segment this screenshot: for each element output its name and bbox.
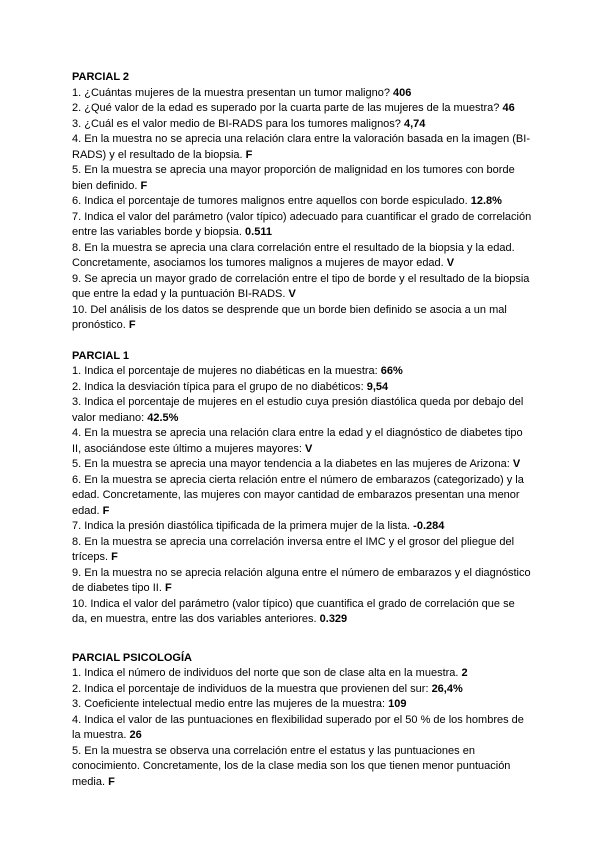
question-item: [72, 519, 532, 535]
question-text: 1. Indica el porcentaje de mujeres no diabéticas en la muestra:: [72, 365, 381, 377]
question-answer: 26,4%: [431, 682, 463, 695]
question-answer: 0.329: [319, 613, 348, 625]
question-item: [72, 163, 532, 194]
question-item: [72, 101, 532, 117]
question-answer: F: [111, 551, 118, 563]
question-item: [72, 132, 532, 163]
question-answer: F: [140, 179, 148, 192]
question-answer: 109: [388, 698, 407, 710]
question-text: 7. Indica el valor del parámetro (valor típico) adecuado para cuantificar el grado de correlación entre las variables borde y biopsia.: [72, 210, 532, 238]
question-text: 4. En la muestra no se aprecia una relación clara entre la valoración basada en la imagen (BI-RADS) y el resultado de la biopsia.: [72, 133, 530, 161]
question-text: 5. En la muestra se aprecia una mayor proporción de malignidad en los tumores con borde bien definido.: [72, 164, 515, 192]
question-answer: 4,74: [403, 117, 426, 130]
question-answer: 2: [461, 667, 468, 679]
question-text: 10. Indica el valor del parámetro (valor típico) que cuantifica el grado de correlación que se da, en muestra, entre las dos variables anteriores.: [72, 597, 515, 625]
question-item: [72, 210, 532, 241]
question-item: [72, 117, 532, 133]
question-answer: F: [108, 775, 115, 788]
question-answer: 406: [393, 86, 412, 99]
question-text: 9. En la muestra no se aprecia relación alguna entre el número de embarazos y el diagnóstico de diabetes tipo II.: [72, 566, 531, 594]
question-answer: F: [102, 504, 110, 517]
question-answer: F: [164, 582, 172, 594]
question-item: [72, 473, 532, 520]
question-text: 2. Indica el porcentaje de individuos de la muestra que provienen del sur:: [72, 682, 432, 695]
question-item: [72, 380, 532, 396]
question-answer: V: [288, 288, 296, 300]
question-text: 3. Coeficiente intelectual medio entre las mujeres de la muestra:: [72, 698, 389, 710]
question-text: 6. Indica el porcentaje de tumores malignos entre aquellos con borde espiculado.: [72, 195, 471, 207]
question-text: 1. ¿Cuántas mujeres de la muestra presentan un tumor maligno?: [72, 86, 393, 99]
section-title-parcial-psicologia: PARCIAL PSICOLOGÍA: [72, 651, 192, 664]
question-text: 1. Indica el número de individuos del norte que son de clase alta en la muestra.: [72, 667, 462, 679]
question-text: 3. Indica el porcentaje de mujeres en el estudio cuya presión diastólica queda por debajo del valor mediano:: [72, 396, 524, 424]
question-answer: F: [128, 319, 136, 331]
question-answer: 46: [502, 102, 515, 114]
question-item: [72, 272, 532, 303]
document-page: [72, 70, 532, 790]
question-text: 5. En la muestra se observa una correlación entre el estatus y las puntuaciones en conocimiento. Concretamente, los de la clase media son los que tienen menor puntuación media.: [72, 744, 511, 788]
question-answer: 12.8%: [470, 195, 502, 207]
question-text: 6. En la muestra se aprecia cierta relación entre el número de embarazos (categorizado) y la edad. Concretamente, las mujeres con mayor cantidad de embarazos presentan una menor edad.: [72, 473, 524, 517]
question-item: [72, 713, 532, 744]
section-spacer: [72, 334, 532, 349]
question-item: [72, 666, 532, 682]
question-answer: V: [512, 458, 521, 470]
question-text: 7. Indica la presión diastólica tipificada de la primera mujer de la lista.: [72, 520, 414, 532]
question-item: [72, 194, 532, 210]
question-answer: V: [304, 442, 313, 455]
question-item: [72, 457, 532, 473]
question-text: 8. En la muestra se aprecia una clara correlación entre el resultado de la biopsia y la edad. Concretamente, asociamos los tumores malignos a mujeres de mayor edad.: [72, 241, 515, 269]
question-answer: 66%: [380, 365, 403, 377]
question-answer: 0.511: [245, 226, 272, 238]
question-answer: 9,54: [366, 380, 389, 393]
question-text: 5. En la muestra se aprecia una mayor tendencia a la diabetes en las mujeres de Arizona:: [72, 458, 513, 470]
question-item: [72, 364, 532, 380]
question-text: 4. En la muestra se aprecia una relación clara entre la edad y el diagnóstico de diabetes tipo II, asociándose este último a mujeres mayores:: [72, 427, 523, 455]
question-item: [72, 744, 532, 791]
question-item: [72, 303, 532, 334]
question-text: 10. Del análisis de los datos se desprende que un borde bien definido se asocia a un mal pronóstico.: [72, 303, 507, 331]
section-title-parcial-2: PARCIAL 2: [72, 71, 130, 83]
question-text: 2. ¿Qué valor de la edad es superado por la cuarta parte de las mujeres de la muestra?: [72, 102, 503, 114]
question-item: [72, 395, 532, 426]
question-text: 4. Indica el valor de las puntuaciones en flexibilidad superado por el 50 % de los hombres de la muestra.: [72, 713, 524, 741]
question-text: 2. Indica la desviación típica para el grupo de no diabéticos:: [72, 380, 367, 393]
question-answer: V: [446, 257, 455, 269]
question-text: 9. Se aprecia un mayor grado de correlación entre el tipo de borde y el resultado de la biopsia que entre la edad y la puntuación BI-RADS.: [72, 272, 530, 300]
section-spacer: [72, 628, 532, 651]
question-item: [72, 597, 532, 628]
question-text: 8. En la muestra se aprecia una correlación inversa entre el IMC y el grosor del pliegue del tríceps.: [72, 535, 515, 563]
question-text: 3. ¿Cuál es el valor medio de BI-RADS para los tumores malignos?: [72, 117, 404, 130]
section-title-parcial-1: PARCIAL 1: [72, 349, 130, 362]
question-answer: F: [245, 148, 253, 161]
question-item: [72, 535, 532, 566]
question-item: [72, 682, 532, 698]
question-answer: 42.5%: [147, 411, 179, 424]
question-item: [72, 86, 532, 102]
question-item: [72, 566, 532, 597]
question-item: [72, 697, 532, 713]
question-item: [72, 241, 532, 272]
question-answer: 26: [129, 729, 142, 741]
question-answer: -0.284: [413, 520, 445, 532]
question-item: [72, 426, 532, 457]
